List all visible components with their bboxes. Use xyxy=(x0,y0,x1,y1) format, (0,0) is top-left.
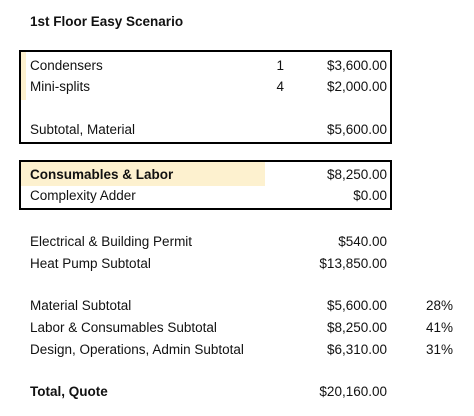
summary-percent: 31% xyxy=(425,342,453,357)
material-subtotal-label: Subtotal, Material xyxy=(30,122,136,137)
summary-label: Labor & Consumables Subtotal xyxy=(30,320,217,335)
summary-label: Material Subtotal xyxy=(30,298,132,313)
material-highlight xyxy=(21,52,26,100)
total-label: Total, Quote xyxy=(30,384,108,399)
material-row-amount: $2,000.00 xyxy=(326,79,387,94)
material-row-qty: 1 xyxy=(276,58,284,73)
material-row-qty: 4 xyxy=(276,79,284,94)
complexity-label: Complexity Adder xyxy=(30,188,136,203)
material-row-label: Condensers xyxy=(30,58,103,73)
summary-amount: $5,600.00 xyxy=(326,298,387,313)
material-subtotal-amount: $5,600.00 xyxy=(326,122,387,137)
summary-amount: $6,310.00 xyxy=(326,342,387,357)
material-row-amount: $3,600.00 xyxy=(326,58,387,73)
summary-percent: 28% xyxy=(425,298,453,313)
consumables-amount: $8,250.00 xyxy=(326,167,387,182)
consumables-label: Consumables & Labor xyxy=(30,167,174,182)
summary-amount: $8,250.00 xyxy=(326,320,387,335)
summary-label: Design, Operations, Admin Subtotal xyxy=(30,342,244,357)
heat-pump-label: Heat Pump Subtotal xyxy=(30,256,151,271)
total-amount: $20,160.00 xyxy=(319,384,387,399)
permit-amount: $540.00 xyxy=(338,234,387,249)
permit-label: Electrical & Building Permit xyxy=(30,234,193,249)
heat-pump-amount: $13,850.00 xyxy=(319,256,387,271)
summary-percent: 41% xyxy=(425,320,453,335)
page-title: 1st Floor Easy Scenario xyxy=(30,14,184,29)
complexity-amount: $0.00 xyxy=(353,188,387,203)
material-row-label: Mini-splits xyxy=(30,79,91,94)
